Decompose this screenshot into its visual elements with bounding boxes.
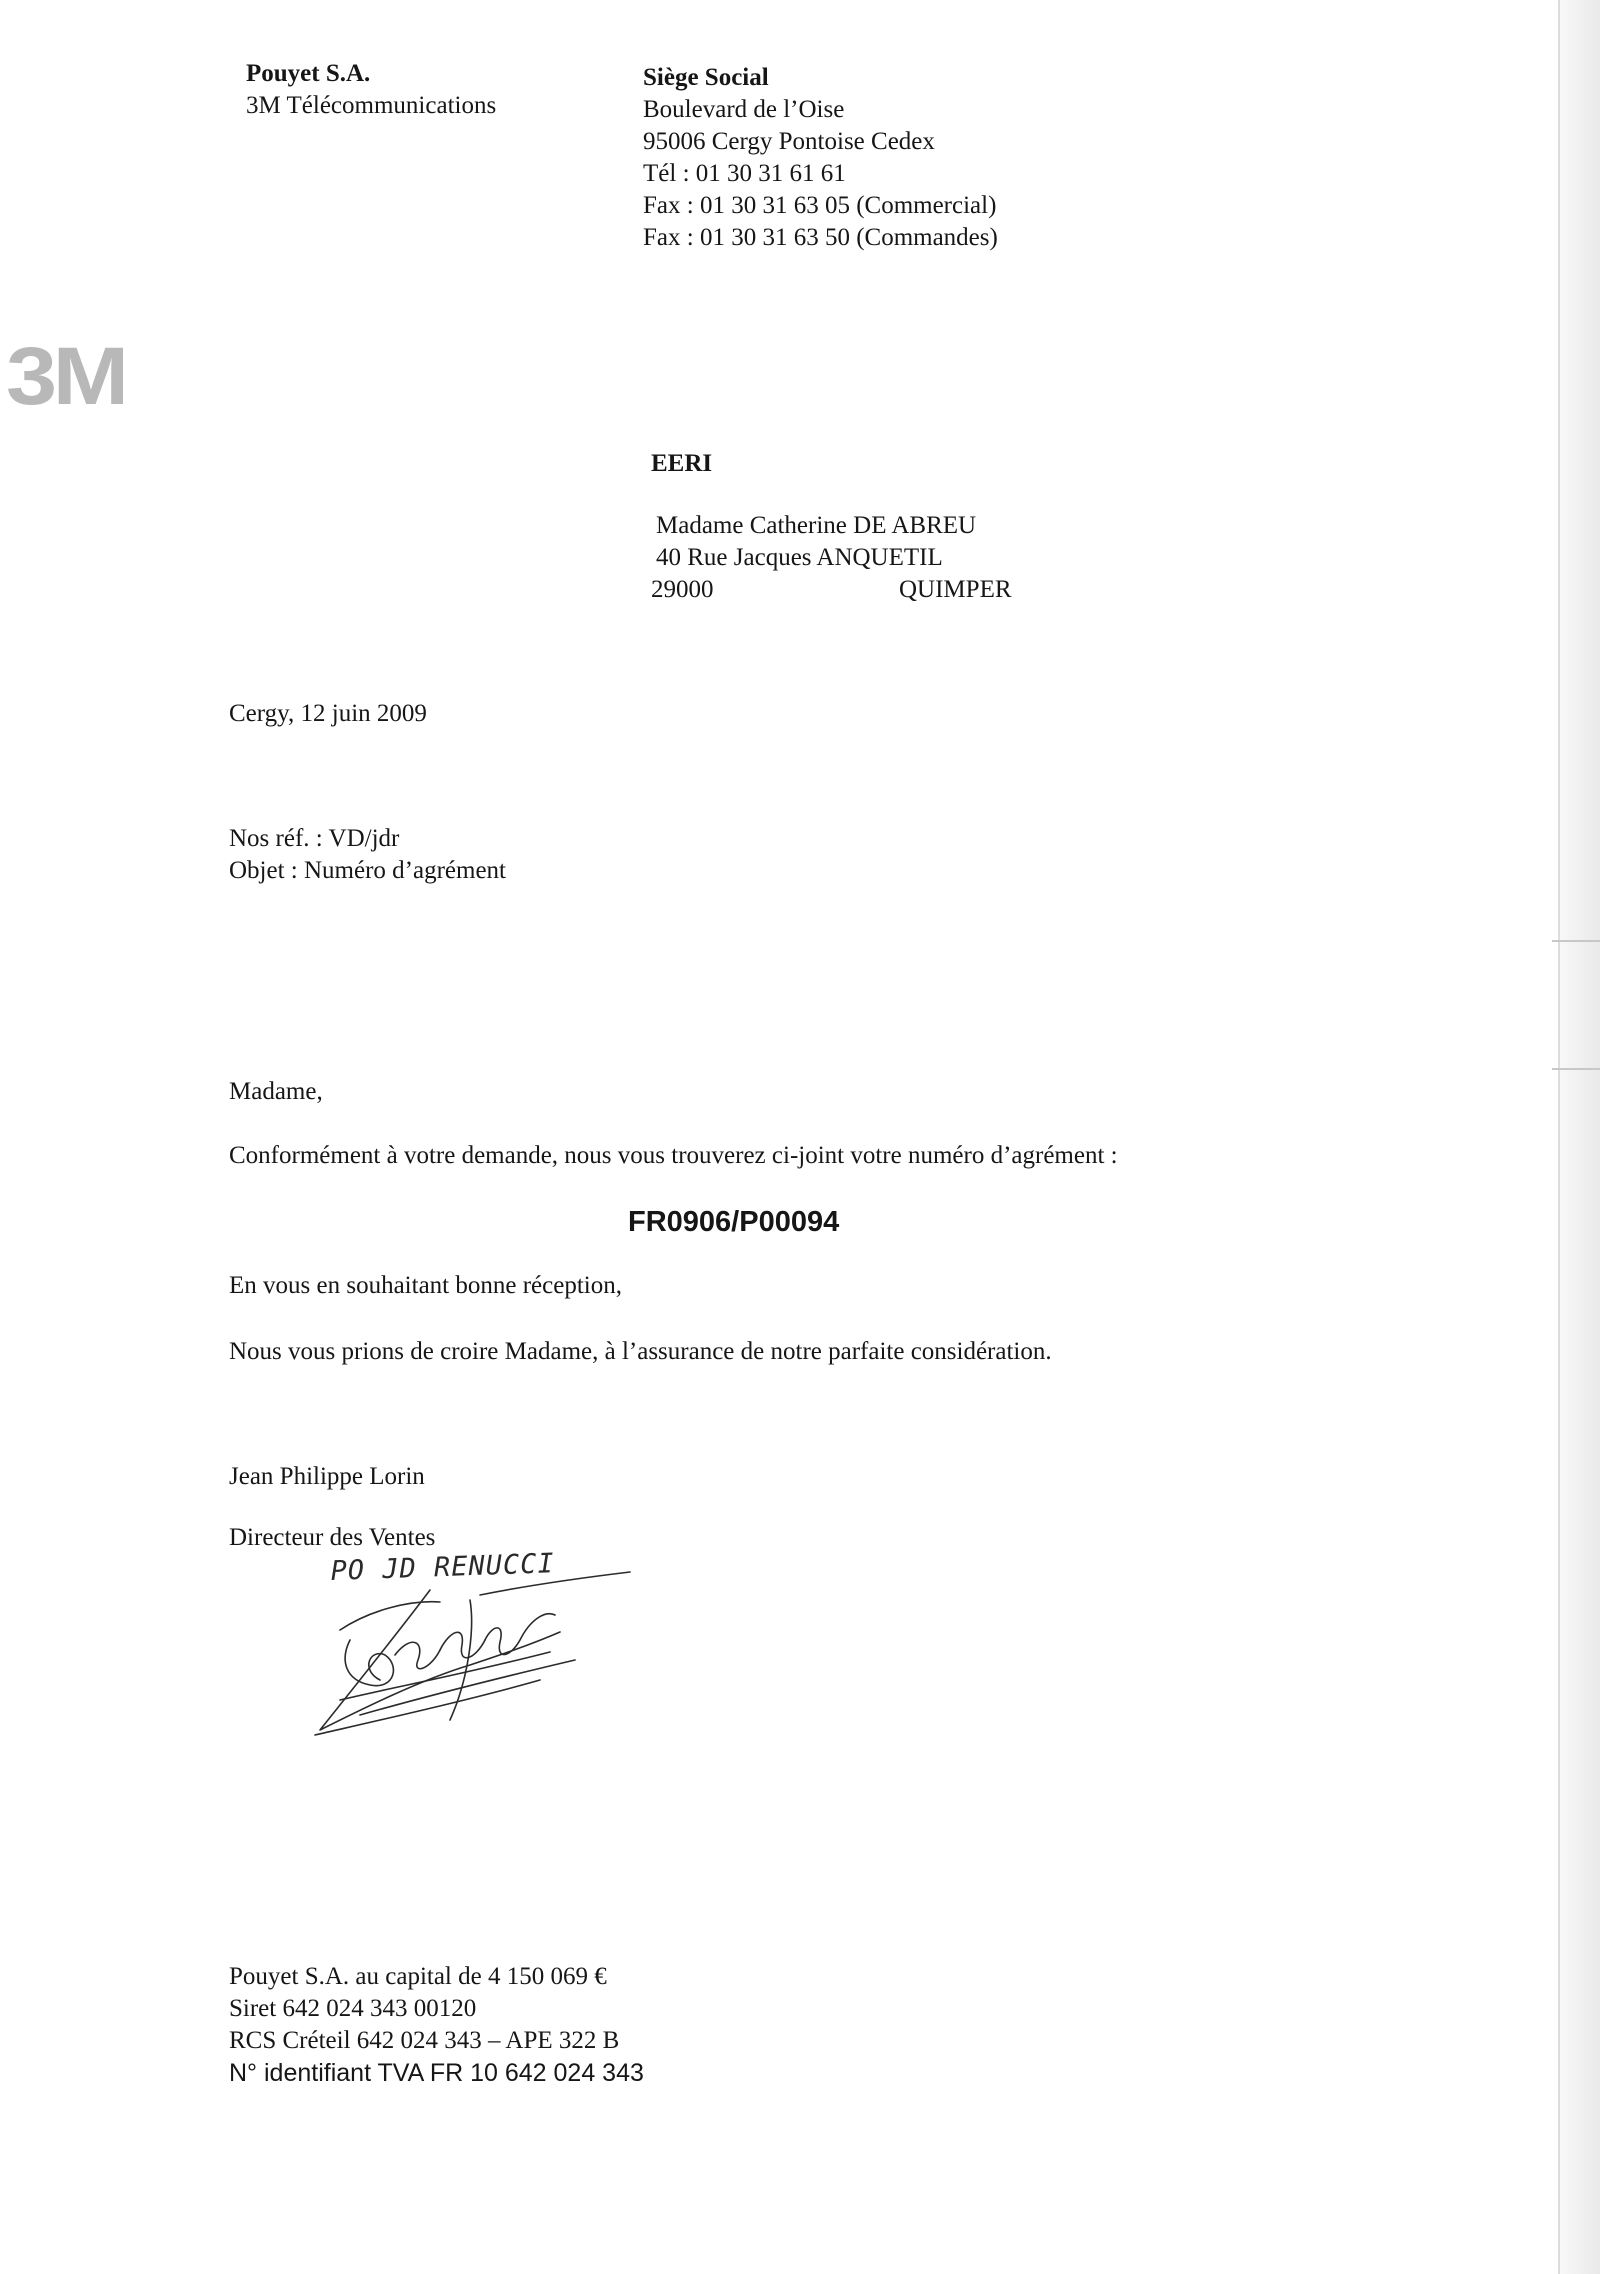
footer-capital: Pouyet S.A. au capital de 4 150 069 € [229, 1963, 607, 1990]
head-office-tel: Tél : 01 30 31 61 61 [643, 160, 846, 187]
handwritten-signature [300, 1570, 640, 1760]
sender-block [246, 58, 496, 122]
salutation-block [229, 1076, 323, 1108]
signer-title: Directeur des Ventes [229, 1524, 436, 1551]
paragraph-block [229, 1270, 622, 1302]
paragraph-block [229, 1336, 1052, 1368]
reference: Nos réf. : VD/jdr [229, 825, 400, 852]
paragraph-closing: Nous vous prions de croire Madame, à l’assurance de notre parfaite considération. [229, 1338, 1052, 1365]
recipient-street: 40 Rue Jacques ANQUETIL [656, 544, 943, 571]
edge-mark [1552, 1068, 1600, 1070]
paragraph-block [229, 1140, 1118, 1172]
head-office-street: Boulevard de l’Oise [643, 96, 845, 123]
paragraph-request: Conformément à votre demande, nous vous trouverez ci-joint votre numéro d’agrément : [229, 1142, 1118, 1169]
company-logo: 3M [6, 331, 125, 422]
recipient-address [656, 510, 976, 574]
head-office-fax-commercial: Fax : 01 30 31 63 05 (Commercial) [643, 192, 997, 219]
references-block [229, 823, 506, 887]
recipient-name: Madame Catherine DE ABREU [656, 512, 977, 539]
sender-division: 3M Télécommunications [246, 92, 497, 119]
footer-siret: Siret 642 024 343 00120 [229, 1995, 477, 2022]
salutation: Madame, [229, 1078, 323, 1105]
footer-rcs: RCS Créteil 642 024 343 – APE 322 B [229, 2027, 620, 2054]
letter-date: Cergy, 12 juin 2009 [229, 700, 427, 727]
paragraph-reception: En vous en souhaitant bonne réception, [229, 1272, 622, 1299]
sender-company: Pouyet S.A. [246, 60, 371, 87]
head-office-block [643, 62, 998, 254]
head-office-fax-orders: Fax : 01 30 31 63 50 (Commandes) [643, 224, 998, 251]
letter-date-block [229, 698, 427, 730]
subject: Objet : Numéro d’agrément [229, 857, 506, 884]
signer-name-block [229, 1461, 425, 1493]
agreement-number: FR0906/P00094 [628, 1206, 840, 1238]
scan-edge [1560, 0, 1600, 2274]
recipient-postal-code: 29000 [651, 576, 714, 603]
handwritten-note: PO JD RENUCCI [330, 1548, 556, 1587]
signer-title-block [229, 1522, 435, 1554]
footer-vat: N° identifiant TVA FR 10 642 024 343 [229, 2059, 644, 2087]
recipient-company-block [651, 448, 712, 480]
head-office-city: 95006 Cergy Pontoise Cedex [643, 128, 935, 155]
recipient-company: EERI [651, 450, 713, 477]
recipient-city: QUIMPER [899, 576, 1012, 603]
head-office-heading: Siège Social [643, 64, 769, 91]
edge-mark [1552, 940, 1600, 942]
signer-name: Jean Philippe Lorin [229, 1463, 425, 1490]
footer-legal [229, 1961, 644, 2089]
